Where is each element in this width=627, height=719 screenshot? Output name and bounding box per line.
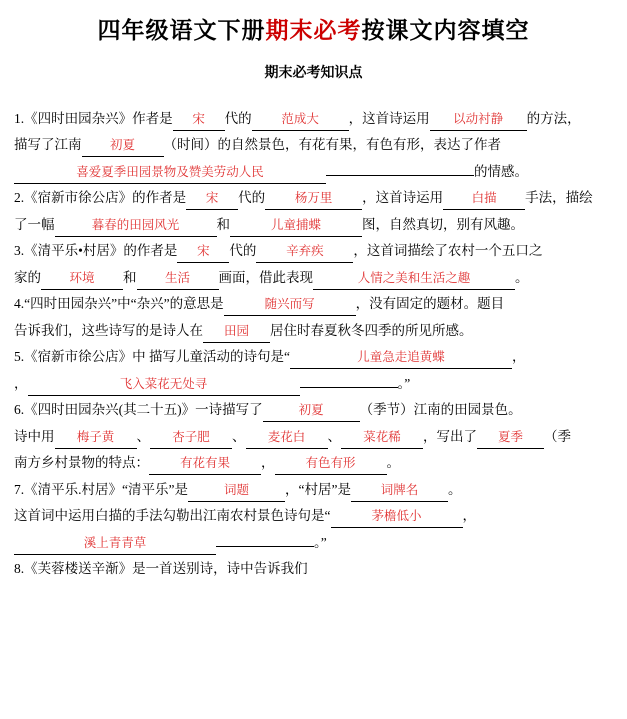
question-list	[0, 106, 627, 583]
static-text: 的情感。	[474, 163, 528, 179]
static-text: 。	[447, 481, 462, 497]
static-text: ，	[512, 349, 526, 365]
static-text: 代的	[238, 190, 266, 206]
blank-line[interactable]	[326, 175, 474, 176]
static-text: 南方乡村景物的特点：	[14, 455, 149, 471]
page-subtitle: 期末必考知识点	[264, 64, 363, 81]
question-line	[14, 212, 615, 239]
question-item	[14, 106, 615, 133]
question-line	[14, 424, 615, 451]
question-item	[14, 344, 615, 371]
answer-blank[interactable]: 范成大	[252, 108, 349, 131]
answer-blank[interactable]: 儿童急走追黄蝶	[290, 346, 512, 369]
answer-blank[interactable]: 以动衬静	[430, 108, 527, 131]
static-text: ，	[261, 455, 275, 471]
static-text: ，这首诗运用	[348, 110, 430, 126]
static-text: ，这首词描绘了农村一个五口之	[353, 243, 543, 259]
question-item	[14, 291, 615, 318]
question-line	[14, 265, 615, 292]
static-text: 、	[327, 428, 341, 444]
answer-blank[interactable]: 初夏	[82, 134, 164, 157]
question-item	[14, 238, 615, 265]
answer-blank[interactable]: 有花有果	[149, 452, 261, 475]
static-text: （季节）江南的田园景色。	[359, 402, 522, 418]
page-title	[0, 18, 627, 46]
static-text: 、	[136, 428, 150, 444]
answer-blank[interactable]: 宋	[186, 187, 238, 210]
title-part-3: 按课文内容填空	[361, 18, 530, 44]
static-text: 6.《四时田园杂兴(其二十五)》一诗描写了	[14, 402, 263, 418]
question-line	[14, 159, 615, 186]
title-part-2: 期末必考	[265, 18, 362, 44]
static-text: 和	[216, 216, 230, 232]
question-line	[14, 371, 615, 398]
static-text: 家的	[14, 269, 41, 285]
question-line	[14, 503, 615, 530]
answer-blank[interactable]: 儿童捕蝶	[230, 214, 362, 237]
answer-blank[interactable]: 词牌名	[351, 479, 448, 502]
static-text: ，“村居”是	[284, 481, 351, 497]
answer-blank[interactable]: 初夏	[263, 399, 360, 422]
answer-blank[interactable]: 田园	[203, 320, 270, 343]
answer-blank[interactable]: 飞入菜花无处寻	[28, 373, 300, 396]
question-line	[14, 132, 615, 159]
static-text: 描写了江南	[14, 137, 82, 153]
static-text: 。”	[397, 375, 411, 391]
answer-blank[interactable]: 茅檐低小	[331, 505, 463, 528]
answer-blank[interactable]: 暮春的田园风光	[55, 214, 217, 237]
blank-line[interactable]	[216, 546, 314, 547]
static-text: 代的	[224, 110, 252, 126]
static-text: 。	[386, 455, 400, 471]
static-text: （时间）的自然景色，有花有果，有色有形，表达了作者	[163, 137, 501, 153]
static-text: 图，自然真切，别有风趣。	[362, 216, 524, 232]
page-bottom-cutoff	[0, 707, 627, 719]
answer-blank[interactable]: 宋	[177, 240, 229, 263]
answer-blank[interactable]: 白描	[443, 187, 525, 210]
static-text: 告诉我们，这些诗写的是诗人在	[14, 322, 203, 338]
question-item	[14, 185, 615, 212]
static-text: ，写出了	[423, 428, 477, 444]
static-text: ，这首诗运用	[362, 190, 444, 206]
blank-line[interactable]	[300, 387, 398, 388]
static-text: 。”	[314, 534, 327, 550]
question-line	[14, 530, 615, 557]
answer-blank[interactable]: 随兴而写	[224, 293, 356, 316]
answer-blank[interactable]: 喜爱夏季田园景物及赞美劳动人民	[14, 161, 326, 184]
answer-blank[interactable]: 宋	[173, 108, 225, 131]
static-text: 。	[515, 269, 529, 285]
static-text: 了一幅	[14, 216, 55, 232]
static-text: ，	[14, 375, 28, 391]
answer-blank[interactable]: 夏季	[477, 426, 544, 449]
answer-blank[interactable]: 生活	[137, 267, 219, 290]
static-text: 手法，描绘	[525, 190, 593, 206]
static-text: 7.《清平乐.村居》“清平乐”是	[14, 481, 188, 497]
worksheet-page	[0, 18, 627, 719]
static-text: （季	[544, 428, 571, 444]
question-item-cutoff: 8.《芙蓉楼送辛渐》是一首送别诗，诗中告诉我们	[14, 561, 308, 577]
answer-blank[interactable]: 菜花稀	[341, 426, 423, 449]
static-text: 2.《宿新市徐公店》的作者是	[14, 190, 187, 206]
static-text: ，	[462, 508, 476, 524]
static-text: 3.《清平乐•村居》的作者是	[14, 243, 178, 259]
answer-blank[interactable]: 环境	[41, 267, 123, 290]
answer-blank[interactable]: 词题	[188, 479, 285, 502]
static-text: 4.“四时田园杂兴”中“杂兴”的意思是	[14, 296, 224, 312]
answer-blank[interactable]: 杏子肥	[150, 426, 232, 449]
answer-blank[interactable]: 有色有形	[275, 452, 387, 475]
answer-blank[interactable]: 麦花白	[246, 426, 328, 449]
static-text: 的方法，	[526, 110, 581, 126]
static-text: 1.《四时田园杂兴》作者是	[14, 110, 173, 126]
static-text: 画面，借此表现	[218, 269, 313, 285]
answer-blank[interactable]: 辛弃疾	[256, 240, 353, 263]
static-text: 、	[232, 428, 246, 444]
static-text: 代的	[229, 243, 257, 259]
static-text: 居住时春夏秋冬四季的所见所感。	[270, 322, 473, 338]
static-text: 和	[123, 269, 137, 285]
answer-blank[interactable]: 杨万里	[265, 187, 362, 210]
question-line	[14, 318, 615, 345]
static-text: 5.《宿新市徐公店》中 描写儿童活动的诗句是“	[14, 349, 290, 365]
question-item	[14, 477, 615, 504]
static-text: 这首词中运用白描的手法勾勒出江南农村景色诗句是“	[14, 508, 331, 524]
answer-blank[interactable]: 溪上青青草	[14, 532, 216, 555]
question-line	[14, 450, 615, 477]
static-text: 诗中用	[14, 428, 55, 444]
static-text: ，没有固定的题材。题目	[355, 296, 505, 312]
question-item	[14, 397, 615, 424]
answer-blank[interactable]: 人情之美和生活之趣	[313, 267, 515, 290]
answer-blank[interactable]: 梅子黄	[55, 426, 137, 449]
title-part-1: 四年级语文下册	[97, 18, 266, 44]
